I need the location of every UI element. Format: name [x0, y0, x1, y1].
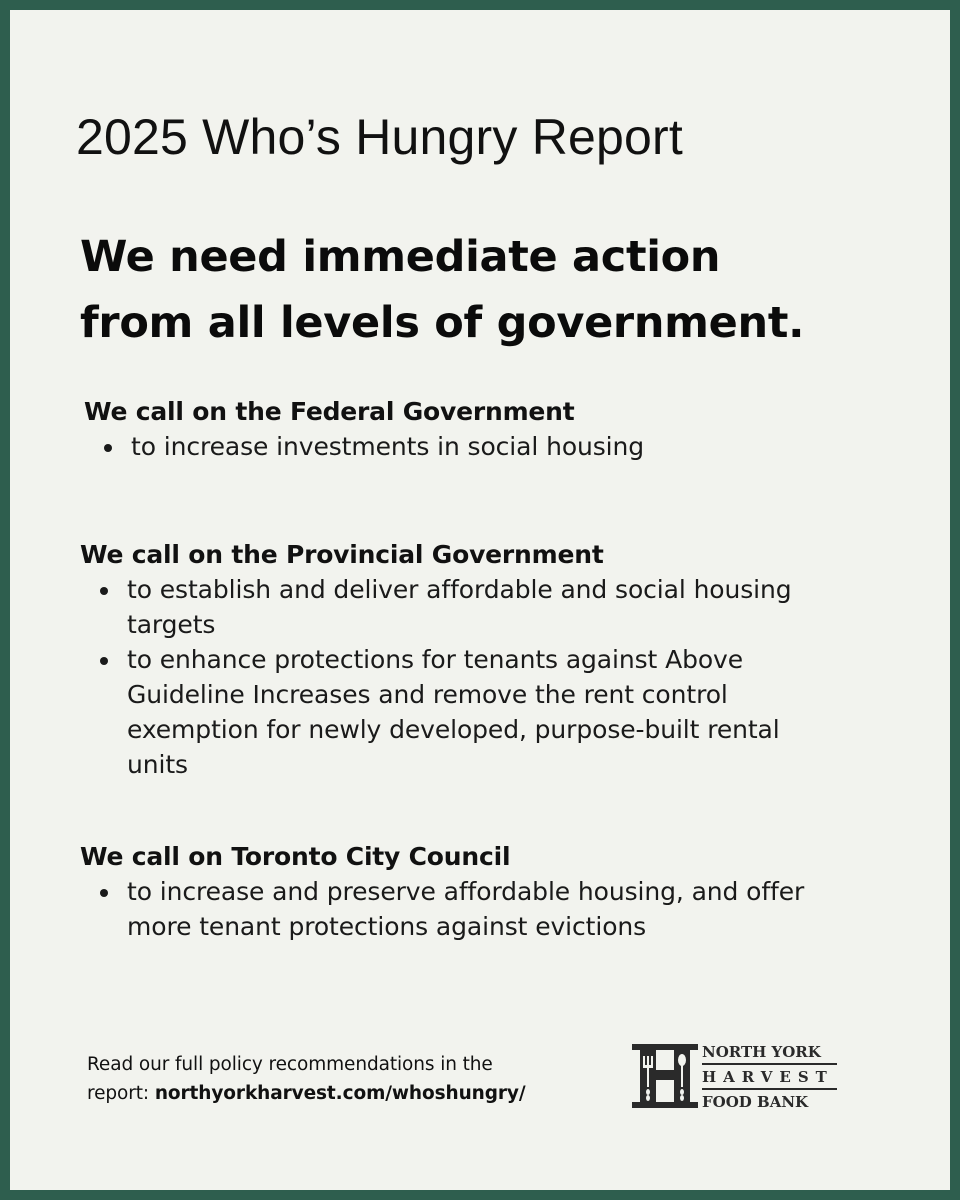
list-item: to increase and preserve affordable housing, and offer more tenant protections against evictions [80, 874, 827, 944]
bullet-list [80, 874, 827, 944]
logo-divider [702, 1063, 837, 1065]
list-item: to establish and deliver affordable and social housing targets [80, 572, 827, 642]
report-card [10, 10, 950, 1190]
section-heading: We call on the Provincial Government [80, 540, 604, 569]
logo-line-1: NORTH YORK [702, 1043, 821, 1061]
harvest-h-logo-icon [632, 1044, 698, 1108]
list-item: to enhance protections for tenants against Above Guideline Increases and remove the rent control exemption for newly developed, purpose-built rental units [80, 642, 827, 782]
report-title: 2025 Who’s Hungry Report [76, 109, 683, 165]
footer-line-2: report: northyorkharvest.com/whoshungry/ [87, 1083, 526, 1104]
logo-wordmark [702, 1042, 842, 1112]
section-federal [84, 395, 831, 464]
section-city [80, 840, 827, 944]
north-york-harvest-logo [632, 1036, 842, 1112]
bullet-list [84, 429, 831, 464]
logo-divider [702, 1088, 837, 1090]
list-item: to increase investments in social housing [84, 429, 831, 464]
bullet-icon [104, 444, 112, 452]
footer-line-1: Read our full policy recommendations in the [87, 1054, 493, 1075]
headline-line-2: from all levels of government. [80, 298, 805, 348]
section-provincial [80, 538, 827, 782]
logo-line-2: HARVEST [702, 1068, 834, 1086]
bullet-list [80, 572, 827, 782]
section-heading: We call on Toronto City Council [80, 842, 511, 871]
bullet-icon [100, 657, 108, 665]
logo-line-3: FOOD BANK [702, 1093, 809, 1111]
report-link[interactable]: northyorkharvest.com/whoshungry/ [154, 1083, 526, 1104]
footer-note [87, 1050, 607, 1108]
headline-line-1: We need immediate action [80, 232, 721, 282]
section-heading: We call on the Federal Government [84, 397, 575, 426]
bullet-icon [100, 889, 108, 897]
bullet-icon [100, 587, 108, 595]
headline [80, 224, 804, 356]
